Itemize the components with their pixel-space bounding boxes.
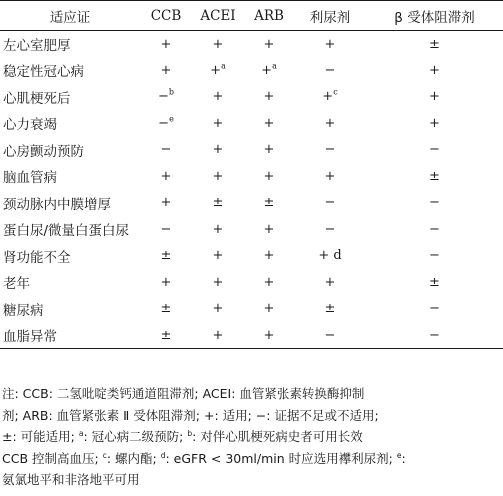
recommendation-mark: ± — [429, 36, 440, 52]
header-drug-class: β 受体阻滞剂 — [366, 1, 503, 31]
recommendation-mark: + — [429, 62, 440, 78]
recommendation-mark: − — [429, 301, 440, 317]
recommendation-cell — [192, 84, 244, 111]
recommendation-mark: + — [212, 36, 224, 52]
recommendation-cell — [192, 57, 244, 84]
table-body — [0, 31, 503, 349]
recommendation-mark: + — [263, 248, 275, 264]
recommendation-cell — [192, 216, 244, 243]
recommendation-cell — [140, 243, 192, 270]
recommendation-mark: ± — [429, 168, 440, 184]
table-header-row — [0, 1, 503, 31]
recommendation-cell — [366, 190, 503, 217]
recommendation-cell — [294, 110, 366, 137]
footnote-marker: e — [396, 450, 402, 460]
footnote-marker: e — [169, 114, 174, 124]
recommendation-mark: − — [429, 221, 440, 237]
recommendation-cell — [294, 296, 366, 323]
recommendation-mark: − — [324, 327, 336, 343]
recommendation-mark: − — [158, 115, 170, 131]
recommendation-cell — [140, 322, 192, 349]
recommendation-mark: + — [263, 36, 275, 52]
recommendation-mark: + — [263, 327, 275, 343]
recommendation-cell — [192, 322, 244, 349]
footnote-marker: a — [272, 61, 277, 71]
recommendation-cell — [140, 216, 192, 243]
recommendation-cell — [366, 137, 503, 164]
recommendation-mark: + — [263, 115, 275, 131]
recommendation-mark: + — [324, 36, 336, 52]
recommendation-cell — [366, 296, 503, 323]
recommendation-mark: ± — [160, 301, 172, 317]
footnote-marker: b — [168, 87, 175, 97]
indication-label: 左心室肥厚 — [3, 38, 71, 54]
recommendation-cell — [366, 110, 503, 137]
indication-label: 脑血管病 — [3, 170, 57, 187]
recommendation-mark: + — [212, 115, 224, 131]
footnote-line — [2, 426, 500, 448]
recommendation-cell — [140, 31, 192, 58]
recommendation-mark: ± — [324, 301, 336, 317]
recommendation-mark: + — [263, 89, 275, 105]
recommendation-cell — [366, 163, 503, 190]
recommendation-mark: + — [261, 62, 273, 78]
table-row — [0, 322, 503, 349]
recommendation-cell — [192, 190, 244, 217]
footnote-marker: c — [102, 450, 107, 460]
recommendation-mark: + — [212, 274, 224, 290]
recommendation-cell — [366, 322, 503, 349]
footnote-marker: c — [333, 87, 338, 97]
recommendation-mark: − — [429, 142, 440, 158]
recommendation-cell — [192, 110, 244, 137]
recommendation-cell — [140, 269, 192, 296]
recommendation-cell — [244, 31, 294, 58]
recommendation-mark: + — [212, 168, 224, 184]
recommendation-cell — [140, 84, 192, 111]
recommendation-mark: − — [324, 142, 336, 158]
recommendation-cell — [192, 163, 244, 190]
recommendation-cell — [140, 296, 192, 323]
recommendation-cell — [366, 269, 503, 296]
recommendation-cell — [244, 84, 294, 111]
table-row — [0, 84, 503, 111]
recommendation-cell — [192, 31, 244, 58]
recommendation-cell — [294, 216, 366, 243]
indication-label: 糖尿病 — [3, 302, 44, 319]
recommendation-mark: − — [324, 195, 336, 211]
table-row — [0, 31, 503, 58]
recommendation-cell — [244, 216, 294, 243]
footnote-text: CCB 控制高血压; — [2, 450, 103, 466]
recommendation-cell — [192, 137, 244, 164]
recommendation-mark: ± — [263, 195, 275, 211]
indication-label: 颈动脉内中膜增厚 — [3, 196, 111, 213]
recommendation-cell — [140, 110, 192, 137]
table-row — [0, 269, 503, 296]
footnote-text: : 对伴心肌梗死病史者可用长效 — [192, 429, 363, 444]
recommendation-mark: + — [324, 168, 336, 184]
recommendation-cell — [244, 163, 294, 190]
recommendation-mark: + — [160, 274, 172, 290]
recommendation-mark: − — [160, 142, 172, 158]
recommendation-cell — [244, 110, 294, 137]
recommendation-mark: ± — [160, 327, 172, 343]
header-indication: 适应证 — [0, 1, 140, 31]
recommendation-mark: + — [263, 301, 275, 317]
header-drug-class: ARB — [244, 1, 294, 31]
indication-label: 心力衰竭 — [3, 117, 57, 134]
recommendation-mark: + — [324, 274, 336, 290]
header-drug-class: 利尿剂 — [294, 1, 366, 31]
indication-label: 老年 — [3, 276, 30, 293]
recommendation-cell — [244, 322, 294, 349]
table-row — [0, 110, 503, 137]
footnote-marker: d — [160, 450, 166, 460]
recommendation-cell — [192, 269, 244, 296]
recommendation-mark: + — [322, 89, 334, 105]
indication-label: 蛋白尿/微量白蛋白尿 — [3, 223, 130, 240]
footnote-text: ±: 可能适用; — [2, 429, 79, 444]
recommendation-cell — [294, 190, 366, 217]
recommendation-cell — [140, 190, 192, 217]
footnote-text: : 冠心病二级预防; — [83, 429, 188, 444]
indication-label: 肾功能不全 — [3, 249, 71, 266]
recommendation-cell — [244, 137, 294, 164]
recommendation-mark: + — [212, 89, 224, 105]
recommendation-mark: + — [212, 142, 224, 158]
recommendation-mark: + — [324, 115, 336, 131]
recommendation-mark: − — [429, 248, 440, 264]
recommendation-mark: + — [263, 274, 275, 290]
indication-label: 稳定性冠心病 — [3, 64, 84, 81]
recommendation-mark: + — [160, 168, 172, 184]
footnote-line — [2, 448, 500, 470]
recommendation-mark: + — [429, 115, 440, 131]
footnote-marker: a — [221, 61, 226, 71]
recommendation-mark: ± — [160, 248, 172, 264]
recommendation-cell — [366, 84, 503, 111]
table-row — [0, 243, 503, 270]
recommendation-mark: + — [263, 142, 275, 158]
footnote-marker: a — [78, 428, 84, 438]
recommendation-cell — [294, 57, 366, 84]
recommendation-mark: + — [263, 168, 275, 184]
footnote-text: : 螺内酯; — [106, 450, 161, 466]
recommendation-cell — [192, 243, 244, 270]
recommendation-cell — [366, 243, 503, 270]
header-drug-class: CCB — [140, 1, 192, 31]
recommendation-cell — [294, 31, 366, 58]
recommendation-cell — [294, 163, 366, 190]
recommendation-mark: − — [429, 195, 440, 211]
table-row — [0, 163, 503, 190]
recommendation-mark: + — [160, 62, 172, 78]
table-row — [0, 216, 503, 243]
table-row — [0, 57, 503, 84]
recommendation-cell — [140, 137, 192, 164]
indication-label: 心肌梗死后 — [3, 90, 71, 107]
recommendation-cell — [244, 296, 294, 323]
recommendation-mark: − — [324, 62, 336, 78]
footnote-text: : eGFR < 30ml/min 时应选用襻利尿剂; — [165, 450, 397, 466]
footnote-marker: b — [187, 428, 193, 438]
recommendation-cell — [140, 163, 192, 190]
table-row — [0, 137, 503, 164]
recommendation-mark: + — [212, 327, 224, 343]
recommendation-mark: + — [210, 62, 222, 78]
footnote-line: 剂; ARB: 血管紧张素 Ⅱ 受体阻滞剂; +: 适用; −: 证据不足或不适用; — [2, 407, 379, 423]
recommendation-cell — [294, 84, 366, 111]
recommendation-cell — [294, 243, 366, 270]
recommendation-mark: + — [160, 36, 172, 52]
recommendation-cell — [294, 137, 366, 164]
table-row — [0, 296, 503, 323]
table-footnote — [2, 383, 500, 491]
recommendation-cell — [244, 190, 294, 217]
recommendation-mark: + — [263, 221, 275, 237]
recommendation-cell — [244, 269, 294, 296]
recommendation-cell — [244, 57, 294, 84]
footnote-line: 氨氯地平和非洛地平可用 — [2, 472, 140, 487]
recommendation-mark: ± — [429, 274, 440, 290]
recommendation-mark: + — [160, 195, 172, 211]
recommendation-cell — [366, 216, 503, 243]
recommendation-mark: + — [212, 248, 224, 264]
table-row — [0, 190, 503, 217]
footnote-line: 注: CCB: 二氢吡啶类钙通道阻滞剂; ACEI: 血管紧张素转换酶抑制 — [2, 386, 365, 401]
recommendation-mark: + d — [318, 248, 342, 264]
recommendation-mark: + — [212, 301, 224, 317]
recommendation-mark: + — [212, 221, 224, 237]
header-drug-class: ACEI — [192, 1, 244, 31]
recommendation-mark: − — [157, 89, 169, 105]
recommendation-mark: ± — [212, 195, 224, 211]
indication-label: 心房颤动预防 — [3, 143, 84, 160]
recommendation-cell — [140, 57, 192, 84]
recommendation-mark: − — [160, 221, 172, 237]
recommendation-mark: − — [324, 221, 336, 237]
footnote-text: : — [401, 450, 406, 466]
recommendation-cell — [294, 269, 366, 296]
recommendation-cell — [366, 57, 503, 84]
recommendation-cell — [366, 31, 503, 58]
recommendation-mark: + — [429, 89, 440, 105]
recommendation-mark: − — [429, 327, 440, 343]
recommendation-cell — [294, 322, 366, 349]
indication-label: 血脂异常 — [0, 322, 140, 349]
recommendation-cell — [192, 296, 244, 323]
recommendation-cell — [244, 243, 294, 270]
